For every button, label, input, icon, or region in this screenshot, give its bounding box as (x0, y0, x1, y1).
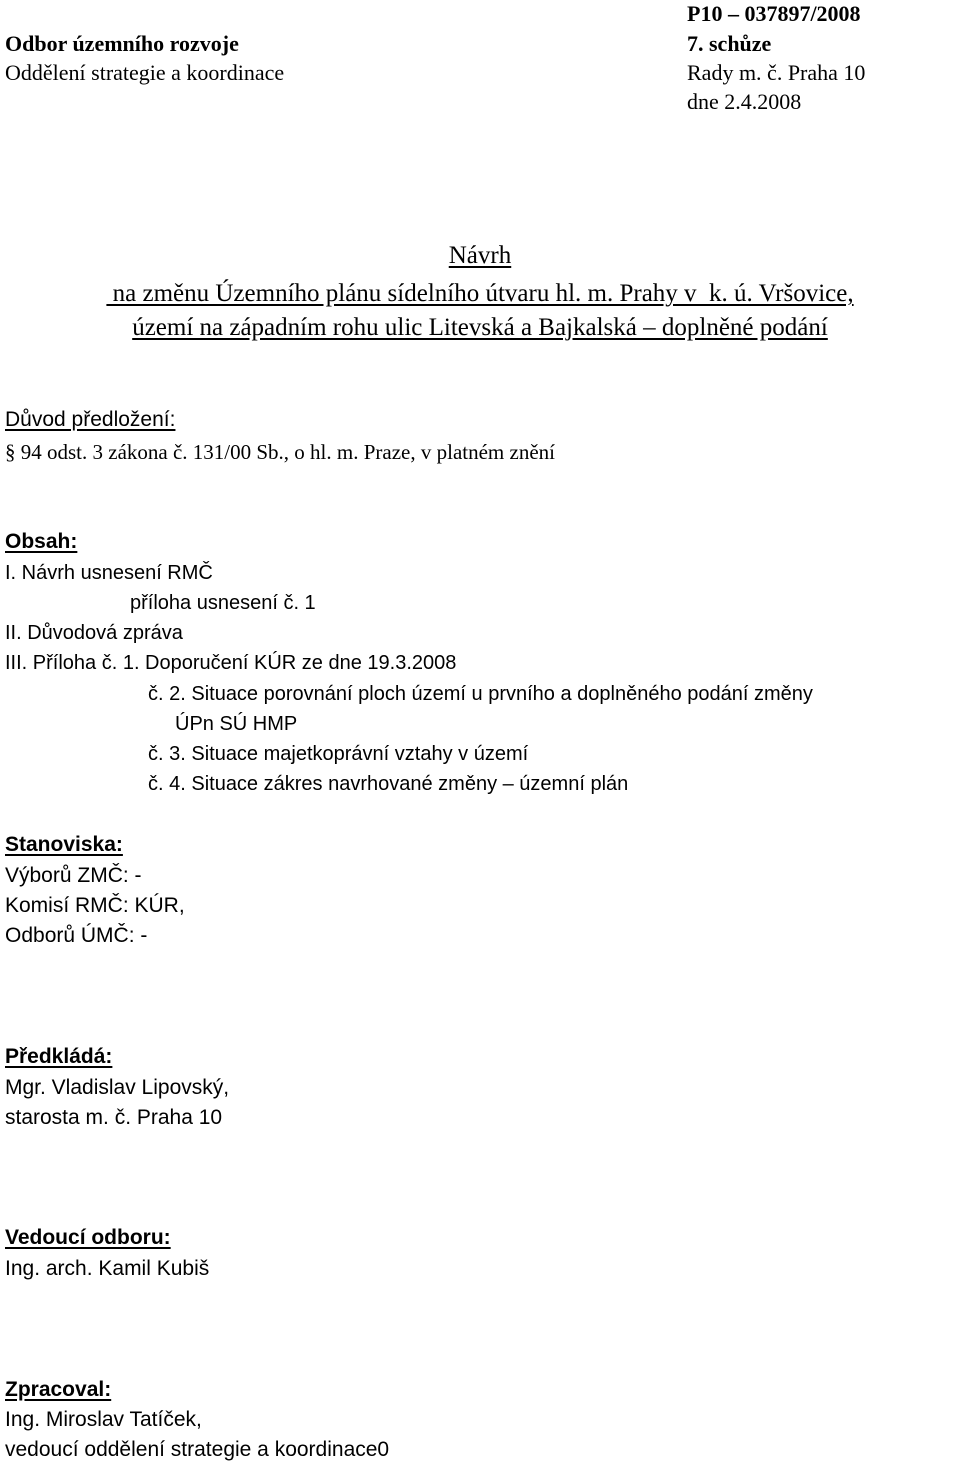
contents-item: ÚPn SÚ HMP (175, 713, 298, 735)
contents-item: příloha usnesení č. 1 (130, 592, 316, 614)
prepared-by-heading: Zpracoval: (5, 1378, 112, 1401)
meeting-date: dne 2.4.2008 (687, 89, 802, 114)
contents-item: I. Návrh usnesení RMČ (5, 562, 213, 584)
contents-item: č. 2. Situace porovnání ploch území u prvního a doplněného podání změny (148, 683, 813, 705)
head-of-department-heading: Vedoucí odboru: (5, 1226, 171, 1249)
contents-item: II. Důvodová zpráva (5, 622, 183, 644)
document-number: P10 – 037897/2008 (687, 1, 861, 26)
meeting-number: 7. schůze (687, 31, 772, 56)
submitter-heading: Předkládá: (5, 1045, 113, 1068)
council-name: Rady m. č. Praha 10 (687, 60, 866, 85)
reason-text: § 94 odst. 3 zákona č. 131/00 Sb., o hl. m. Praze, v platném znění (5, 440, 555, 464)
prepared-by-role: vedoucí oddělení strategie a koordinace0 (5, 1438, 390, 1461)
prepared-by-name: Ing. Miroslav Tatíček, (5, 1408, 202, 1431)
proposal-subtitle-line-1: na změnu Územního plánu sídelního útvaru hl. m. Prahy v k. ú. Vršovice, (106, 280, 854, 307)
opinions-heading: Stanoviska: (5, 833, 123, 856)
contents-heading: Obsah: (5, 530, 78, 553)
opinion-line: Odborů ÚMČ: - (5, 924, 148, 947)
contents-item: č. 3. Situace majetkoprávní vztahy v území (148, 743, 529, 765)
reason-heading: Důvod předložení: (5, 408, 176, 431)
submitter-role: starosta m. č. Praha 10 (5, 1106, 223, 1129)
contents-item: č. 4. Situace zákres navrhované změny – územní plán (148, 773, 629, 795)
contents-item: III. Příloha č. 1. Doporučení KÚR ze dne 19.3.2008 (5, 652, 457, 674)
head-of-department-name: Ing. arch. Kamil Kubiš (5, 1257, 210, 1280)
opinion-line: Komisí RMČ: KÚR, (5, 894, 185, 917)
section-name: Oddělení strategie a koordinace (5, 60, 285, 85)
opinion-line: Výborů ZMČ: - (5, 864, 142, 887)
submitter-name: Mgr. Vladislav Lipovský, (5, 1076, 230, 1099)
proposal-title: Návrh (448, 242, 512, 269)
proposal-subtitle-line-2: území na západním rohu ulic Litevská a Bajkalská – doplněné podání (132, 314, 828, 341)
department-name: Odbor územního rozvoje (5, 31, 239, 56)
